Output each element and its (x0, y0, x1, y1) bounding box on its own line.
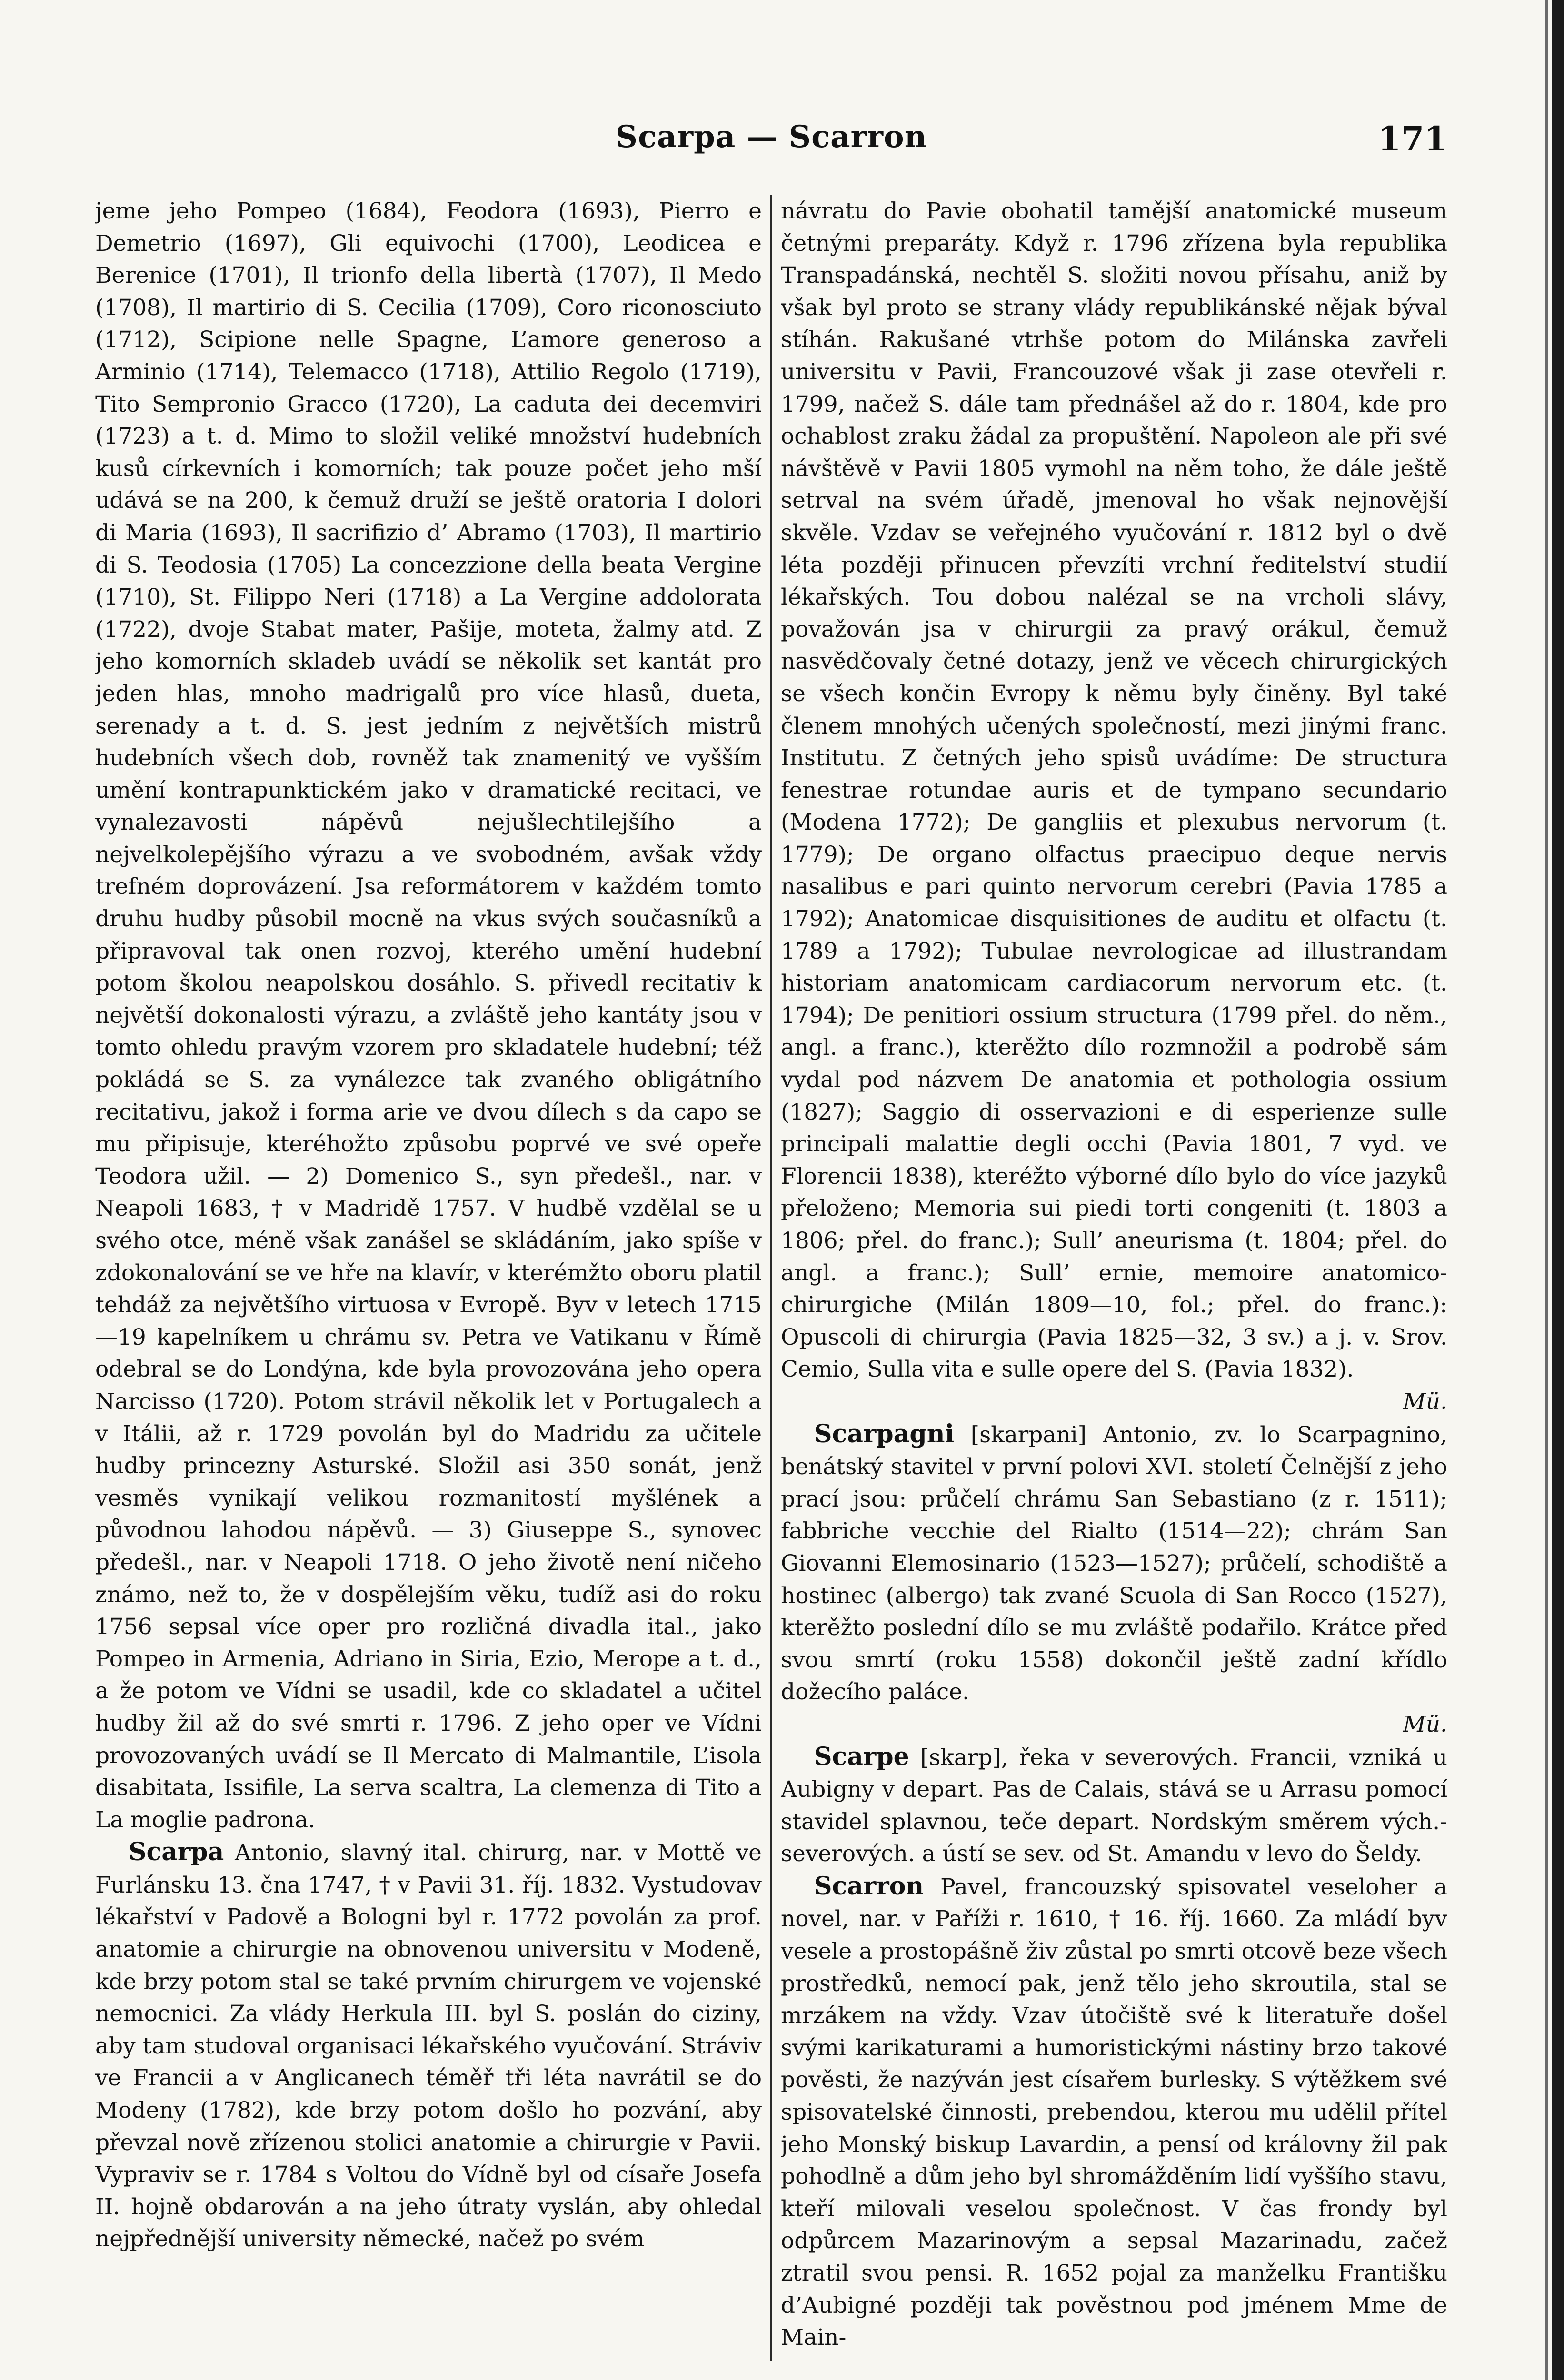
left-column (95, 195, 762, 2366)
continued-paragraph: návratu do Pavie obohatil tamější anatomické museum četnými preparáty. Když r. 1796 zřízena byla republika Transpadánská, nechtěl S. složiti novou přísahu, aniž by však byl proto se strany vlády republikánské nějak býval stíhán. Rakušané vtrhše potom do Milánska zavřeli universitu v Pavii, Francouzové však ji zase otevřeli r. 1799, načež S. dále tam přednášel až do r. 1804, kde pro ochablost zraku žádal za propuštění. Napoleon ale při své návštěvě v Pavii 1805 vymohl na něm toho, že dále ještě setrval na svém úřadě, jmenoval ho však nejnovější skvěle. Vzdav se veřejného vyučování r. 1812 byl o dvě léta později přinucen převzíti vrchní ředitelství studií lékařských. Tou dobou nalézal se na vrcholi slávy, považován jsa v chirurgii za pravý orákul, čemuž nasvědčovaly četné dotazy, jenž ve věcech chirurgických se všech končin Evropy k němu byly činěny. Byl také členem mnohých učených společností, mezi jinými franc. Institutu. Z četných jeho spisů uvádíme: De structura fenestrae rotundae auris et de tympano secundario (Modena 1772); De gangliis et plexubus nervorum (t. 1779); De organo olfactus praecipuo deque nervis nasalibus e pari quinto nervorum cerebri (Pavia 1785 a 1792); Anatomicae disquisitiones de auditu et olfactu (t. 1789 a 1792); Tubulae nevrologicae ad illustrandam historiam anatomicam cardiacorum nervorum etc. (t. 1794); De penitiori ossium structura (1799 přel. do něm., angl. a franc.), kterěžto dílo rozmnožil a podrobě sám vydal pod názvem De anatomia et pothologia ossium (1827); Saggio di osservazioni e di esperienze sulle principali malattie degli occhi (Pavia 1801, 7 vyd. ve Florencii 1838), kteréžto výborné dílo bylo do více jazyků přeloženo; Memoria sui piedi torti congeniti (t. 1803 a 1806; přel. do franc.); Sull’ aneurisma (t. 1804; přel. do angl. a franc.); Sull’ ernie, memoire anatomico-chirurgiche (Milán 1809—10, fol.; přel. do franc.): Opuscoli di chirurgia (Pavia 1825—32, 3 sv.) a j. v. Srov. Cemio, Sulla vita e sulle opere del S. (Pavia 1832). (781, 198, 1447, 1383)
dictionary-entry (781, 1418, 1447, 1708)
right-column (781, 195, 1447, 2366)
page-header (95, 119, 1447, 171)
dictionary-entry (781, 1741, 1447, 1870)
dictionary-entry (781, 1870, 1447, 2354)
entry-text: [skarpani] Antonio, zv. lo Scarpagnino, benátský stavitel v první polovi XVI. století Čelnější z jeho prací jsou: průčelí chrámu San Sebastiano (z r. 1511); fabbriche vecchie del Rialto (1514—22); chrám San Giovanni Elemosinario (1523—1527); průčelí, schodiště a hostinec (albergo) tak zvané Scuola di San Rocco (1527), kterěžto poslední dílo se mu zvláště podařilo. Krátce před svou smrtí (roku 1558) dokončil ještě zadní křídlo dožecího paláce. (781, 1421, 1447, 1706)
author-signature: Mü. (1403, 1711, 1447, 1737)
entry-text: Antonio, slavný ital. chirurg, nar. v Mottě ve Furlánsku 13. čna 1747, † v Pavii 31. říj. 1832. Vystudovav lékařství v Padově a Bologni byl r. 1772 povolán za prof. anatomie a chirurgie na obnovenou universitu v Modeně, kde brzy potom stal se také prvním chirurgem ve vojenské nemocnici. Za vlády Herkula III. byl S. poslán do ciziny, aby tam studoval organisaci lékařského vyučování. Stráviv ve Francii a v Anglicanech téměř tři léta navrátil se do Modeny (1782), kde brzy potom došlo ho pozvání, aby převzal nově zřízenou stolici anatomie a chirurgie v Pavii. Vypraviv se r. 1784 s Voltou do Vídně byl od císaře Josefa II. hojně obdarován a na jeho útraty vyslán, aby ohledal nejpřednější university německé, načež po svém (95, 1840, 762, 2252)
entry-text: Pavel, francouzský spisovatel veseloher a novel, nar. v Paříži r. 1610, † 16. říj. 1660. Za mládí byv vesele a prostopášně živ zůstal po smrti otcově beze všech prostředků, nemocí pak, jenž tělo jeho skroutila, stal se mrzákem na vždy. Vzav útočiště své k literatuře došel svými karikaturami a humoristickými nástiny brzo takové pověsti, že nazýván jest císařem burlesky. S výtěžkem své spisovatelské činnosti, prebendou, kterou mu udělil přítel jeho Monský biskup Lavardin, a pensí od královny žil pak pohodlně a dům jeho byl shromážděním lidí vyššího stavu, kteří milovali veselou společnost. V čas frondy byl odpůrcem Mazarinovým a sepsal Mazarinadu, začež ztratil svou pensi. R. 1652 pojal za manželku Františku d’Aubigné později tak pověstnou pod jménem Mme de Main- (781, 1874, 1447, 2351)
book-edge-shadow (1545, 0, 1548, 2380)
entry-headword: Scarpagni (814, 1419, 955, 1448)
author-signature: Mü. (1403, 1388, 1447, 1415)
column-divider (770, 195, 772, 2361)
entry-headword: Scarron (814, 1871, 924, 1901)
entry-text: [skarp], řeka v severových. Francii, vzniká u Aubigny v depart. Pas de Calais, stává se u Arrasu pomocí stavidel splavnou, teče depart. Nordským směrem vých.-severových. a ústí se sev. od St. Amandu v levo do Šeldy. (781, 1744, 1447, 1867)
entry-headword: Scarpa (129, 1837, 224, 1867)
book-edge (1552, 0, 1564, 2380)
entry-headword: Scarpe (814, 1742, 909, 1771)
continued-paragraph: jeme jeho Pompeo (1684), Feodora (1693), Pierro e Demetrio (1697), Gli equivochi (1700), Leodicea e Berenice (1701), Il trionfo della libertà (1707), Il Medo (1708), Il martirio di S. Cecilia (1709), Coro riconosciuto (1712), Scipione nelle Spagne, L’amore generoso a Arminio (1714), Telemacco (1718), Attilio Regolo (1719), Tito Sempronio Gracco (1720), La caduta dei decemviri (1723) a t. d. Mimo to složil veliké množství hudebních kusů církevních i komorních; tak pouze počet jeho mší udává se na 200, k čemuž druží se ještě oratoria I dolori di Maria (1693), Il sacrifizio d’ Abramo (1703), Il martirio di S. Teodosia (1705) La concezzione della beata Vergine (1710), St. Filippo Neri (1718) a La Vergine addolorata (1722), dvoje Stabat mater, Pašije, moteta, žalmy atd. Z jeho komorních skladeb uvádí se několik set kantát pro jeden hlas, mnoho madrigalů pro více hlasů, dueta, serenady a t. d. S. jest jedním z největších mistrů hudebních všech dob, rovněž tak znamenitý ve vyšším umění kontrapunktickém jako v dramatické recitaci, ve vynalezavosti nápěvů nejušlechtilejšího a nejvelkolepějšího výrazu a ve svobodném, avšak vždy trefném doprovázení. Jsa reformátorem v každém tomto druhu hudby působil mocně na vkus svých současníků a připravoval tak onen rozvoj, kterého umění hudební potom školou neapolskou dosáhlo. S. přivedl recitativ k největší dokonalosti výrazu, a zvláště jeho kantáty jsou v tomto ohledu pravým vzorem pro skladatele hudební; též pokládá se S. za vynálezce tak zvaného obligátního recitativu, jakož i forma arie ve dvou dílech s da capo se mu připisuje, kteréhožto způsobu poprvé ve své opeře Teodora užil. — 2) Domenico S., syn předešl., nar. v Neapoli 1683, † v Madridě 1757. V hudbě vzdělal se u svého otce, méně však zanášel se skládáním, jako spíše v zdokonalování se ve hře na klavír, v kterémžto oboru platil tehdáž za největšího virtuosa v Evropě. Byv v letech 1715—19 kapelníkem u chrámu sv. Petra ve Vatikanu v Římě odebral se do Londýna, kde byla provozována jeho opera Narcisso (1720). Potom strávil několik let v Portugalech a v Itálii, až r. 1729 povolán byl do Madridu za učitele hudby princezny Asturské. Složil asi 350 sonát, jenž vesměs vynikají velikou rozmanitostí myšlének a původnou lahodou nápěvů. — 3) Giuseppe S., synovec předešl., nar. v Neapoli 1718. O jeho životě není ničeho známo, než to, že v dospělejším věku, tudíž asi do roku 1756 sepsal více oper pro rozličná divadla ital., jako Pompeo in Armenia, Adriano in Siria, Ezio, Merope a t. d., a že potom ve Vídni se usadil, kde co skladatel a učitel hudby žil až do své smrti r. 1796. Z jeho oper ve Vídni provozovaných uvádí se Il Mercato di Malmantile, L’isola disabitata, Issifile, La serva scaltra, La clemenza di Tito a La moglie padrona. (95, 198, 762, 1833)
dictionary-entry (95, 1836, 762, 2255)
page-number: 171 (1377, 119, 1447, 159)
running-head: Scarpa — Scarron (615, 119, 927, 155)
